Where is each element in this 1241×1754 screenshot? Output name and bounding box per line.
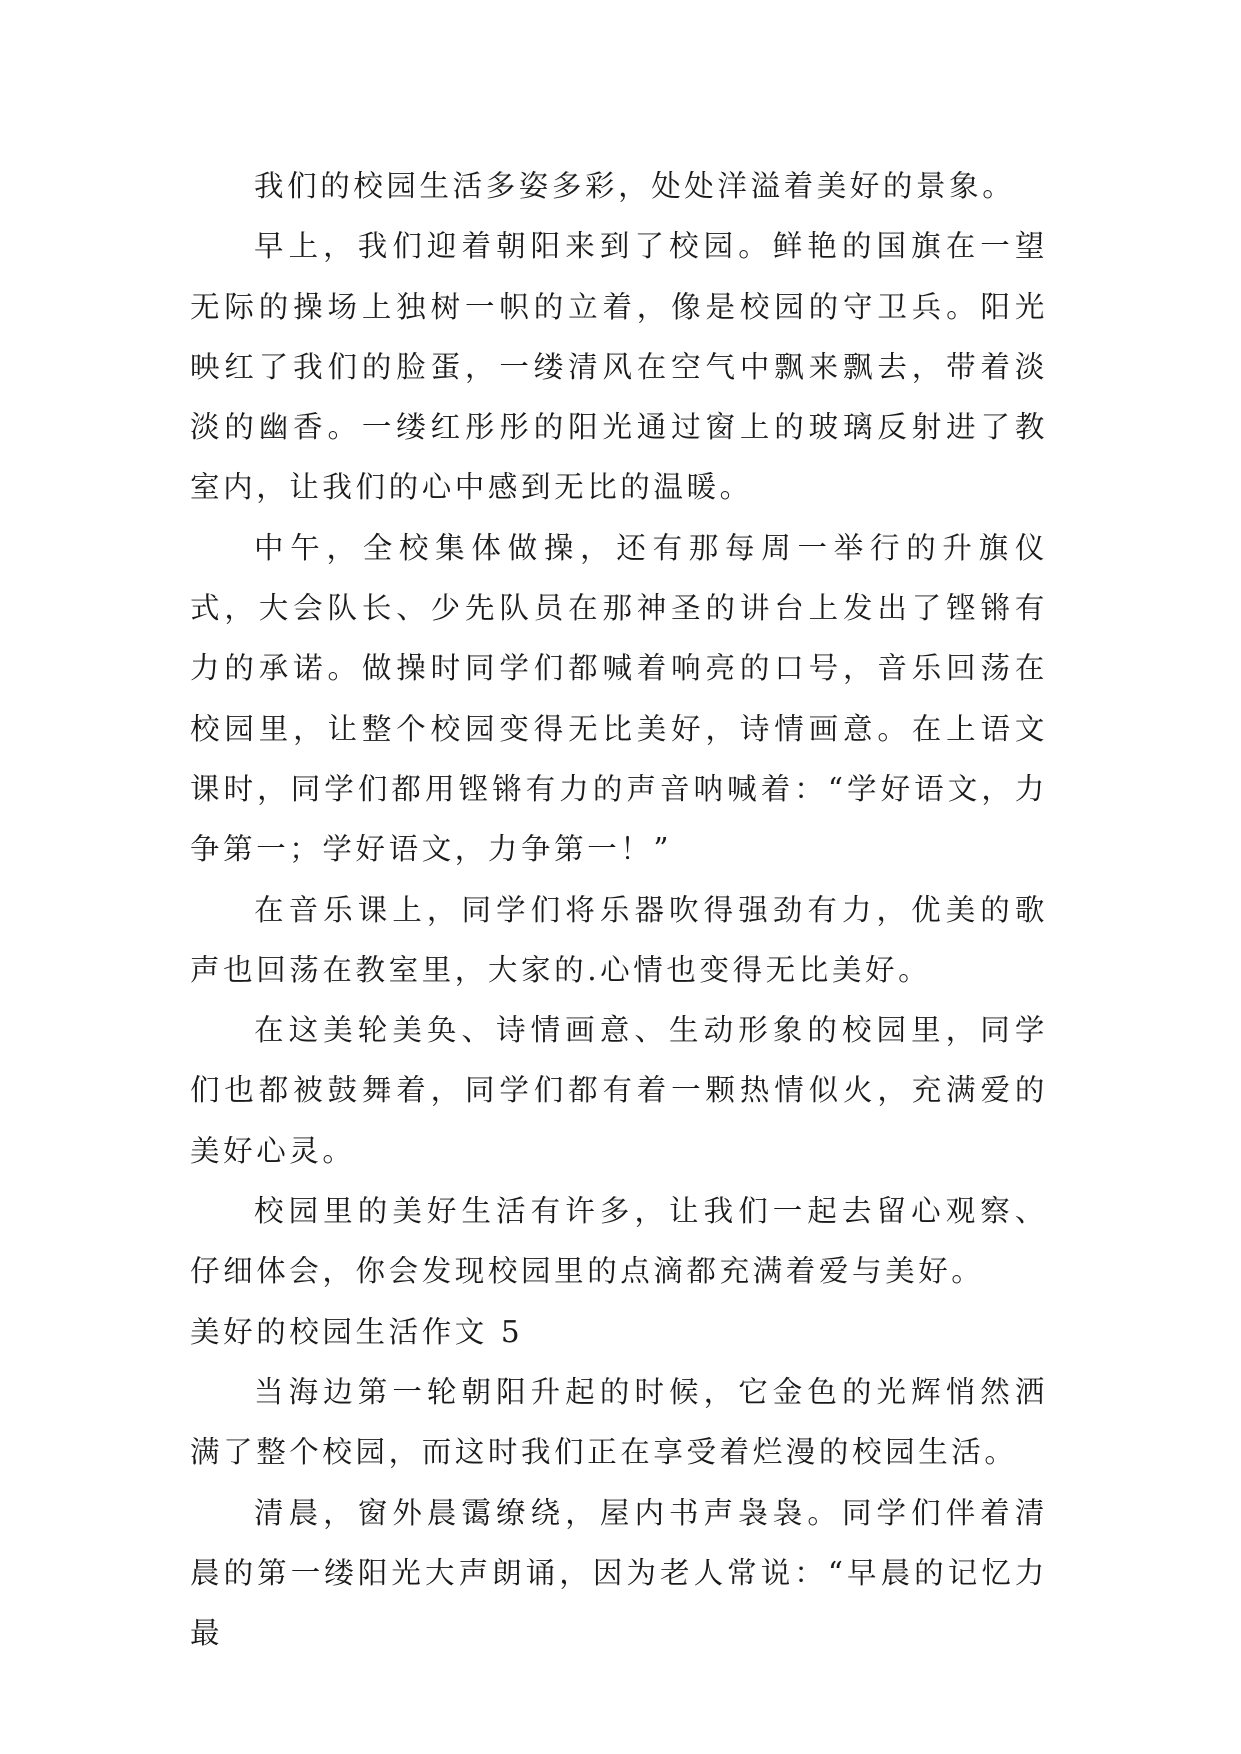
document-page (190, 156, 1048, 1663)
paragraph-early-morning: 清晨，窗外晨霭缭绕，屋内书声袅袅。同学们伴着清晨的第一缕阳光大声朗诵，因为老人常说：“早晨的记忆力最 (190, 1495, 1048, 1651)
section-heading: 美好的校园生活作文 5 (190, 1314, 524, 1349)
paragraph-conclusion: 校园里的美好生活有许多，让我们一起去留心观察、仔细体会，你会发现校园里的点滴都充满着爱与美好。 (190, 1194, 1048, 1289)
paragraph-noon: 中午，全校集体做操，还有那每周一举行的升旗仪式，大会队长、少先队员在那神圣的讲台上发出了铿锵有力的承诺。做操时同学们都喊着响亮的口号，音乐回荡在校园里，让整个校园变得无比美好，诗情画意。在上语文课时，同学们都用铿锵有力的声音呐喊着：“学好语文，力争第一；学好语文，力争第一！” (190, 530, 1048, 867)
paragraph-morning: 早上，我们迎着朝阳来到了校园。鲜艳的国旗在一望无际的操场上独树一帜的立着，像是校园的守卫兵。阳光映红了我们的脸蛋，一缕清风在空气中飘来飘去，带着淡淡的幽香。一缕红彤彤的阳光通过窗上的玻璃反射进了教室内，让我们的心中感到无比的温暖。 (190, 229, 1048, 505)
paragraph-campus-spirit: 在这美轮美奂、诗情画意、生动形象的校园里，同学们也都被鼓舞着，同学们都有着一颗热情似火，充满爱的美好心灵。 (190, 1013, 1048, 1168)
paragraph-intro: 我们的校园生活多姿多彩，处处洋溢着美好的景象。 (254, 169, 1016, 203)
paragraph-sunrise: 当海边第一轮朝阳升起的时候，它金色的光辉悄然洒满了整个校园，而这时我们正在享受着烂漫的校园生活。 (190, 1374, 1048, 1470)
paragraph-music-class: 在音乐课上，同学们将乐器吹得强劲有力，优美的歌声也回荡在教室里，大家的.心情也变得无比美好。 (190, 892, 1048, 987)
